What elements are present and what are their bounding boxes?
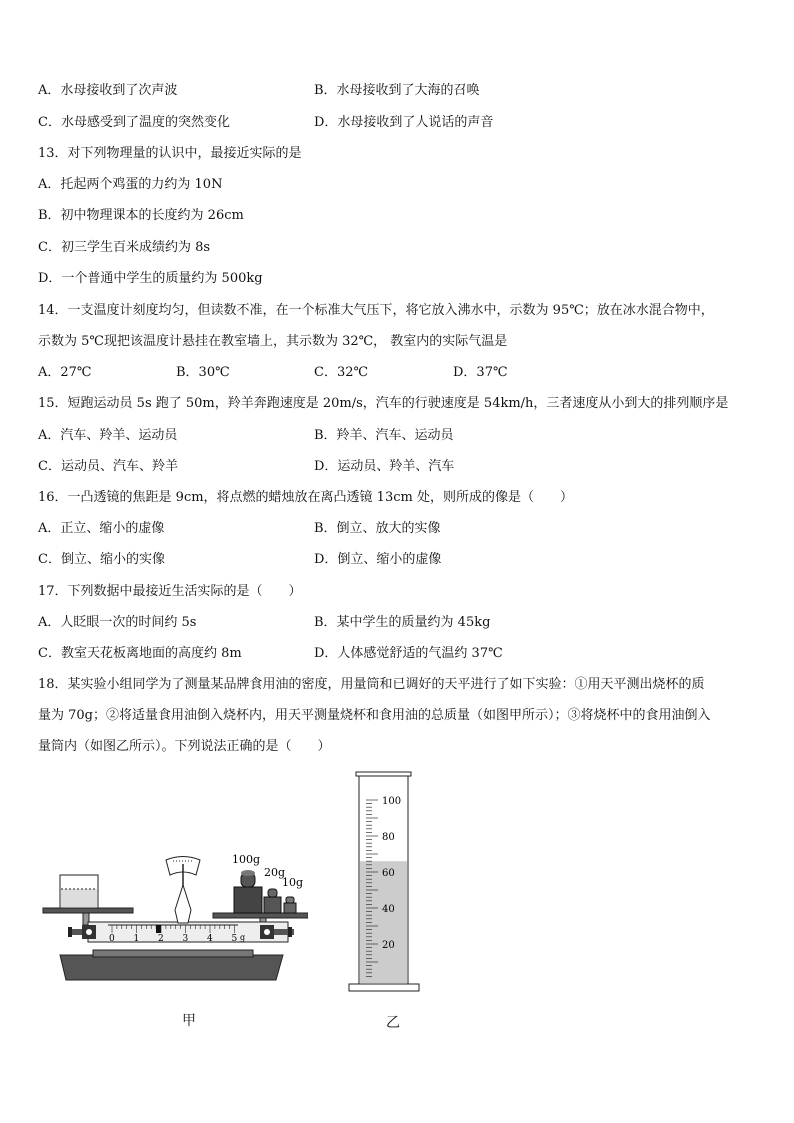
q18-stem-line1: 18．某实验小组同学为了测量某品牌食用油的密度，用量筒和已调好的天平进行了如下实验：①用天平测出烧杯的质 xyxy=(38,677,705,692)
scale-unit-label: g xyxy=(240,933,246,942)
cylinder-tick-label: 80 xyxy=(382,832,395,843)
q15-stem: 15．短跑运动员 5s 跑了 50m，羚羊奔跑速度是 20m/s，汽车的行驶速度是 54km/h，三者速度从小到大的排列顺序是 xyxy=(38,396,729,411)
balance-figure xyxy=(38,845,308,985)
q17-option-b: B．某中学生的质量约为 45kg xyxy=(314,615,491,630)
scale-tick-label: 2 xyxy=(158,934,164,944)
cylinder-tick-label: 20 xyxy=(382,940,395,951)
figure-caption-yi: 乙 xyxy=(386,1015,400,1031)
right-pan xyxy=(213,913,308,918)
q15-option-c: C．运动员、汽车、羚羊 xyxy=(38,459,178,474)
weight-100g xyxy=(234,870,262,913)
scale-tick-label: 4 xyxy=(207,934,213,944)
q12-option-c: C．水母感受到了温度的突然变化 xyxy=(38,115,230,130)
q14-stem-line2: 示数为 5℃现把该温度计悬挂在教室墙上，其示数为 32℃， 教室内的实际气温是 xyxy=(38,334,508,349)
q15-option-d: D．运动员、羚羊、汽车 xyxy=(314,459,455,474)
q13-option-c: C．初三学生百米成绩约为 8s xyxy=(38,240,211,255)
q17-stem: 17．下列数据中最接近生活实际的是（ ） xyxy=(38,584,302,599)
beaker-icon xyxy=(60,875,98,908)
q12-option-d: D．水母接收到了人说话的声音 xyxy=(314,115,494,130)
q13-stem: 13．对下列物理量的认识中，最接近实际的是 xyxy=(38,146,302,161)
balance-pointer xyxy=(166,857,200,924)
q16-option-b: B．倒立、放大的实像 xyxy=(314,521,441,536)
q16-option-d: D．倒立、缩小的虚像 xyxy=(314,552,442,567)
q12-option-a: A．水母接收到了次声波 xyxy=(38,83,178,98)
q14-option-d: D．37℃ xyxy=(453,365,508,380)
q17-option-d: D．人体感觉舒适的气温约 37℃ xyxy=(314,646,503,661)
q16-stem: 16．一凸透镜的焦距是 9cm，将点燃的蜡烛放在离凸透镜 13cm 处，则所成的像是（ ） xyxy=(38,490,573,505)
q14-option-a: A．27℃ xyxy=(38,365,92,380)
weight-label-100g: 100g xyxy=(232,853,261,866)
weight-label-10g: 10g xyxy=(282,876,304,889)
cylinder-tick-label: 60 xyxy=(382,868,395,879)
rider-marker xyxy=(156,925,161,933)
q14-option-c: C．32℃ xyxy=(314,365,369,380)
weight-20g xyxy=(264,889,281,913)
weight-label-20g: 20g xyxy=(264,866,286,879)
q18-stem-line3: 量筒内（如图乙所示）。下列说法正确的是（ ） xyxy=(38,739,331,754)
cylinder-tick-label: 100 xyxy=(382,796,402,807)
q15-option-b: B．羚羊、汽车、运动员 xyxy=(314,428,454,443)
q13-option-a: A．托起两个鸡蛋的力约为 10N xyxy=(38,177,223,192)
q13-option-b: B．初中物理课本的长度约为 26cm xyxy=(38,208,244,223)
q14-option-b: B．30℃ xyxy=(176,365,230,380)
q17-option-c: C．教室天花板离地面的高度约 8m xyxy=(38,646,242,661)
balance-base xyxy=(60,955,283,980)
q18-stem-line2: 量为 70g；②将适量食用油倒入烧杯内，用天平测量烧杯和食用油的总质量（如图甲所示）；③将烧杯中的食用油倒入 xyxy=(38,708,711,723)
q14-stem-line1: 14．一支温度计刻度均匀，但读数不准，在一个标准大气压下，将它放入沸水中，示数为 95℃；放在冰水混合物中， xyxy=(38,303,714,318)
scale-tick-label: 0 xyxy=(109,934,115,944)
weight-10g xyxy=(284,897,296,913)
q16-option-c: C．倒立、缩小的实像 xyxy=(38,552,165,567)
q12-option-b: B．水母接收到了大海的召唤 xyxy=(314,83,480,98)
q15-option-a: A．汽车、羚羊、运动员 xyxy=(38,428,178,443)
figure-caption-jia: 甲 xyxy=(182,1013,196,1029)
q13-option-d: D．一个普通中学生的质量约为 500kg xyxy=(38,271,263,286)
scale-tick-label: 1 xyxy=(133,934,140,944)
scale-tick-label: 3 xyxy=(182,934,189,944)
cylinder-tick-label: 40 xyxy=(382,904,395,915)
q16-option-a: A．正立、缩小的虚像 xyxy=(38,521,165,536)
left-pan xyxy=(43,908,133,913)
balance-feet xyxy=(93,950,253,957)
cylinder-figure xyxy=(346,770,426,995)
scale-tick-label: 5 xyxy=(231,934,238,944)
cylinder-base xyxy=(349,984,419,991)
q17-option-a: A．人眨眼一次的时间约 5s xyxy=(38,615,197,630)
